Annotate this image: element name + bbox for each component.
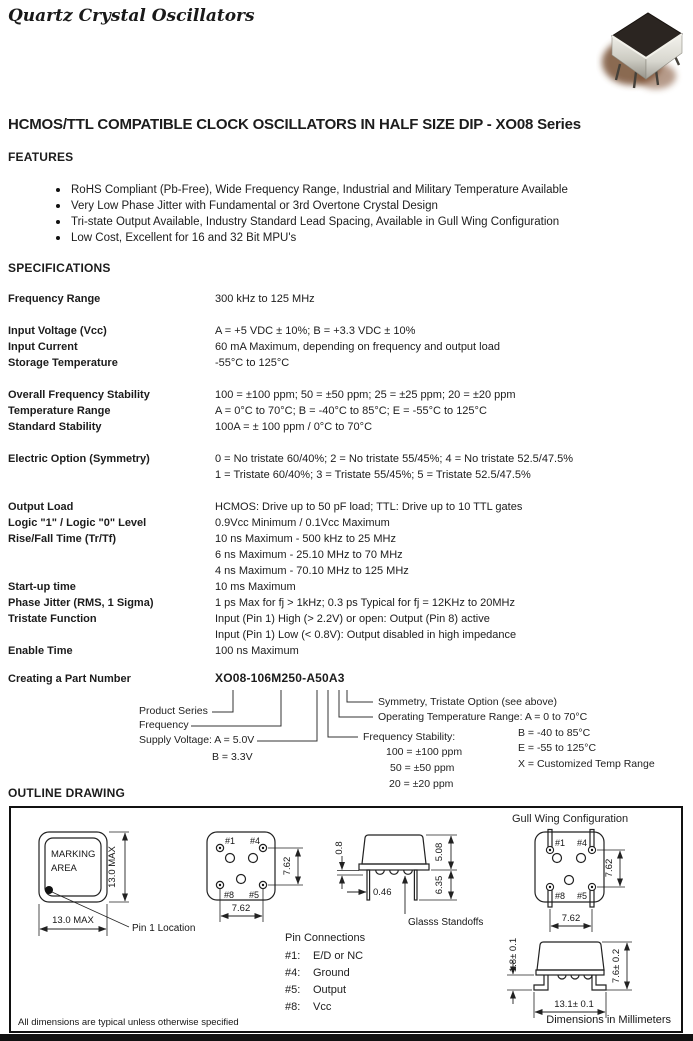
spec-label: Storage Temperature — [8, 357, 118, 369]
callout-op-temp-x: X = Customized Temp Range — [518, 758, 655, 770]
callout-fs-50: 50 = ±50 ppm — [390, 762, 455, 774]
spec-label: Standard Stability — [8, 421, 102, 433]
pin-connections-heading: Pin Connections — [285, 932, 366, 944]
outline-drawing-box — [9, 806, 683, 1033]
gull-width-dimension: 13.1± 0.1 — [554, 999, 594, 1010]
spec-value: HCMOS: Drive up to 50 pF load; TTL: Drive up to 10 TTL gates — [215, 501, 523, 513]
spec-label: Tristate Function — [8, 613, 97, 625]
lead-diameter-dimension: 0.46 — [373, 887, 392, 898]
pin-label: #1 — [555, 838, 566, 848]
pin-number: #4: — [285, 967, 301, 979]
height-dimension: 13.0 MAX — [107, 846, 118, 888]
pin1-location-label: Pin 1 Location — [132, 923, 196, 934]
spec-row — [8, 515, 688, 531]
pin-number: #8: — [285, 1001, 301, 1013]
spec-row — [8, 611, 688, 643]
spec-label: Overall Frequency Stability — [8, 389, 150, 401]
spec-label: Logic "1" / Logic "0" Level — [8, 517, 147, 529]
width-dimension: 13.0 MAX — [52, 915, 94, 926]
pin-connection-item — [285, 1001, 365, 1018]
callout-op-temp-a: Operating Temperature Range: A = 0 to 70°C — [378, 711, 588, 723]
spec-value: Input (Pin 1) Low (< 0.8V): Output disabled in high impedance — [215, 629, 517, 641]
pin-label: #8 — [555, 891, 566, 901]
callout-fs-100: 100 = ±100 ppm — [386, 746, 463, 758]
spec-label: Phase Jitter (RMS, 1 Sigma) — [8, 597, 154, 609]
pin-pitch-dimension: 7.62 — [231, 903, 251, 914]
specifications-heading: SPECIFICATIONS — [8, 261, 111, 275]
callout-symmetry: Symmetry, Tristate Option (see above) — [378, 696, 557, 708]
pin-function: Output — [313, 984, 347, 996]
spec-label: Rise/Fall Time (Tr/Tf) — [8, 533, 116, 545]
pin-function: Ground — [313, 967, 350, 979]
pin-label: #4 — [250, 836, 261, 846]
spec-row — [8, 531, 688, 579]
pin-label: #1 — [225, 836, 236, 846]
glass-standoffs-label: Glasss Standoffs — [408, 917, 484, 928]
callout-product-series: Product Series — [139, 705, 208, 717]
bullet-icon — [56, 220, 60, 224]
callout-supply-voltage-b: B = 3.3V — [212, 751, 253, 763]
bullet-icon — [56, 204, 60, 208]
feature-text: Tri-state Output Available, Industry Standard Lead Spacing, Available in Gull Wing Configuration — [71, 216, 560, 228]
spec-value: 300 kHz to 125 MHz — [215, 293, 315, 305]
spec-row — [8, 579, 688, 595]
pin-function: Vcc — [313, 1001, 332, 1013]
spec-row — [8, 323, 688, 339]
pin-function: E/D or NC — [313, 950, 364, 962]
part-number-value: XO08-106M250-A50A3 — [215, 671, 345, 685]
pin1-dot — [45, 886, 53, 894]
spec-label: Start-up time — [8, 581, 76, 593]
pin-label: #4 — [577, 838, 588, 848]
feature-text: Very Low Phase Jitter with Fundamental or 3rd Overtone Crystal Design — [71, 200, 438, 212]
callout-freq-stability: Frequency Stability: — [363, 731, 456, 743]
feature-item — [56, 198, 676, 214]
spec-value: -55°C to 125°C — [215, 357, 290, 369]
spec-row — [8, 355, 688, 371]
bullet-icon — [56, 236, 60, 240]
spec-row — [8, 451, 688, 483]
gull-lead-height-dimension: 1.8± 0.1 — [508, 937, 519, 973]
callout-op-temp-e: E = -55 to 125°C — [518, 742, 597, 754]
top-view-drawing — [39, 832, 195, 936]
pin-label: #8 — [224, 890, 235, 900]
dimensions-note: All dimensions are typical unless otherwise specified — [18, 1017, 239, 1028]
spec-value: 60 mA Maximum, depending on frequency and output load — [215, 341, 500, 353]
spec-value: 0.9Vcc Minimum / 0.1Vcc Maximum — [215, 517, 390, 529]
brand-title: Quartz Crystal Oscillators — [8, 6, 255, 26]
spec-label: Enable Time — [8, 645, 73, 657]
spec-row — [8, 387, 688, 403]
spec-row — [8, 499, 688, 515]
pin-connection-item — [285, 967, 365, 984]
callout-supply-voltage-a: Supply Voltage: A = 5.0V — [139, 734, 255, 746]
spec-value: A = 0°C to 70°C; B = -40°C to 85°C; E = -55°C to 125°C — [215, 405, 487, 417]
feature-item — [56, 214, 676, 230]
features-list — [56, 182, 676, 246]
spec-label: Output Load — [8, 501, 74, 513]
callout-fs-20: 20 = ±20 ppm — [389, 778, 454, 790]
gull-wing-bottom-view-drawing — [535, 830, 625, 933]
feature-text: RoHS Compliant (Pb-Free), Wide Frequency Range, Industrial and Military Temperature Available — [71, 184, 568, 196]
pin-pitch-dimension: 7.62 — [282, 856, 293, 876]
marking-area-label: MARKING — [51, 849, 96, 860]
spec-label: Temperature Range — [8, 405, 111, 417]
bullet-icon — [56, 188, 60, 192]
feature-item — [56, 230, 676, 246]
spec-row — [8, 291, 688, 307]
spec-row — [8, 403, 688, 419]
pin-connections — [285, 932, 365, 1018]
spec-row — [8, 595, 688, 611]
part-number-label: Creating a Part Number — [8, 673, 131, 685]
spec-label: Electric Option (Symmetry) — [8, 453, 150, 465]
feature-item — [56, 182, 676, 198]
part-number-diagram — [0, 688, 693, 788]
spec-label: Frequency Range — [8, 293, 101, 305]
footer-bar — [0, 1034, 693, 1041]
spec-value: 100 ns Maximum — [215, 645, 299, 657]
spec-value: Input (Pin 1) High (> 2.2V) or open: Output (Pin 8) active — [215, 613, 490, 625]
spec-value: 100A = ± 100 ppm / 0°C to 70°C — [215, 421, 373, 433]
gull-total-height-dimension: 7.6± 0.2 — [611, 948, 622, 984]
feature-text: Low Cost, Excellent for 16 and 32 Bit MPU's — [71, 232, 297, 244]
pin-label: #5 — [577, 891, 588, 901]
gull-wing-side-view-drawing — [507, 938, 632, 1018]
spec-value: 100 = ±100 ppm; 50 = ±50 ppm; 25 = ±25 ppm; 20 = ±20 ppm — [215, 389, 516, 401]
gull-wing-title: Gull Wing Configuration — [512, 813, 629, 825]
spec-value: 10 ns Maximum - 500 kHz to 25 MHz — [215, 533, 396, 545]
lead-length-dimension: 6.35 — [434, 875, 445, 895]
specifications-table — [8, 291, 688, 659]
pin-number: #1: — [285, 950, 301, 962]
marking-area-label: AREA — [51, 863, 77, 874]
can-height-dimension: 5.08 — [434, 842, 445, 862]
spec-value: 0 = No tristate 60/40%; 2 = No tristate 55/45%; 4 = No tristate 52.5/47.5% — [215, 453, 574, 465]
pin-number: #5: — [285, 984, 301, 996]
spec-row — [8, 339, 688, 355]
units-note: Dimensions in Millimeters — [546, 1014, 671, 1026]
spec-label: Input Voltage (Vcc) — [8, 325, 107, 337]
spec-value: 4 ns Maximum - 70.10 MHz to 125 MHz — [215, 565, 409, 577]
pin-label: #5 — [249, 890, 260, 900]
outline-drawing-heading: OUTLINE DRAWING — [8, 786, 125, 800]
page-title: HCMOS/TTL COMPATIBLE CLOCK OSCILLATORS IN HALF SIZE DIP - XO08 Series — [8, 116, 581, 133]
spec-row — [8, 643, 688, 659]
spec-row — [8, 419, 688, 435]
standoff-height-dimension: 0.8 — [334, 841, 345, 855]
oscillator-photo-illustration — [596, 6, 688, 96]
features-heading: FEATURES — [8, 150, 74, 164]
bottom-view-drawing — [207, 832, 303, 922]
pin-connection-item — [285, 950, 365, 967]
spec-value: 1 = Tristate 60/40%; 3 = Tristate 55/45%; 5 = Tristate 52.5/47.5% — [215, 469, 531, 481]
product-photo — [596, 6, 688, 96]
spec-value: 6 ns Maximum - 25.10 MHz to 70 MHz — [215, 549, 403, 561]
pin-connection-item — [285, 984, 365, 1001]
pin-pitch-dimension: 7.62 — [561, 913, 581, 924]
pin-pitch-dimension: 7.62 — [604, 858, 615, 878]
side-view-drawing — [334, 835, 483, 928]
spec-value: A = +5 VDC ± 10%; B = +3.3 VDC ± 10% — [215, 325, 416, 337]
callout-frequency: Frequency — [139, 719, 189, 731]
spec-value: 1 ps Max for fj > 1kHz; 0.3 ps Typical for fj = 12KHz to 20MHz — [215, 597, 515, 609]
callout-op-temp-b: B = -40 to 85°C — [518, 727, 591, 739]
spec-label: Input Current — [8, 341, 78, 353]
spec-value: 10 ms Maximum — [215, 581, 296, 593]
